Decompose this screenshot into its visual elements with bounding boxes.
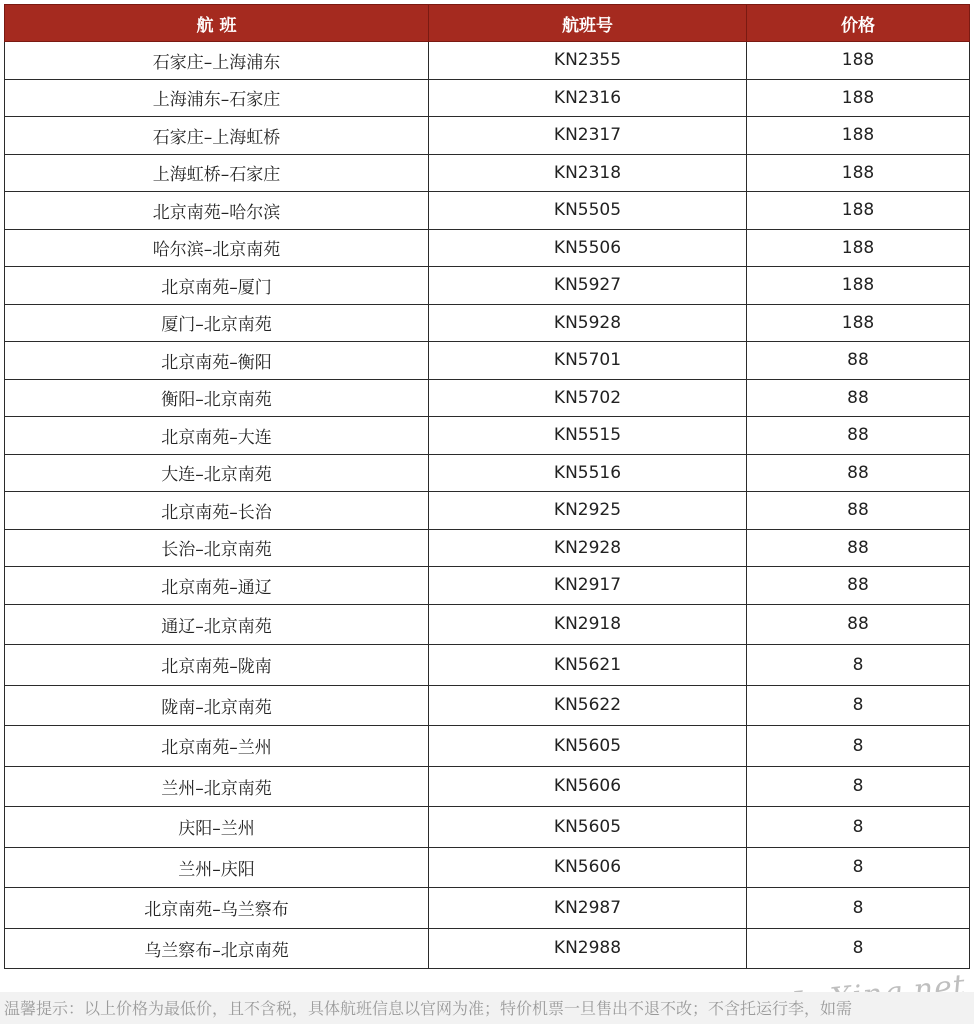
header-flight-number: 航班号: [429, 5, 747, 42]
cell-flight-number: KN5702: [429, 379, 747, 417]
table-row: [5, 529, 970, 567]
cell-flight-number: KN5606: [429, 766, 747, 807]
cell-flight-number: KN5605: [429, 807, 747, 848]
cell-route: 北京南苑–哈尔滨: [5, 192, 429, 230]
cell-flight-number: KN5928: [429, 304, 747, 342]
cell-route: 兰州–庆阳: [5, 847, 429, 888]
cell-route: 北京南苑–乌兰察布: [5, 888, 429, 929]
cell-price: 8: [747, 726, 970, 767]
table-row: [5, 766, 970, 807]
cell-flight-number: KN2928: [429, 529, 747, 567]
cell-route: 长治–北京南苑: [5, 529, 429, 567]
table-row: [5, 567, 970, 605]
table-row: [5, 454, 970, 492]
cell-price: 88: [747, 492, 970, 530]
table-row: [5, 888, 970, 929]
cell-route: 哈尔滨–北京南苑: [5, 229, 429, 267]
cell-flight-number: KN2317: [429, 117, 747, 155]
cell-flight-number: KN2925: [429, 492, 747, 530]
table-row: [5, 492, 970, 530]
cell-flight-number: KN5622: [429, 685, 747, 726]
cell-price: 88: [747, 604, 970, 645]
header-price: 价格: [747, 5, 970, 42]
cell-route: 北京南苑–陇南: [5, 645, 429, 686]
table-row: [5, 685, 970, 726]
cell-price: 188: [747, 267, 970, 305]
cell-route: 北京南苑–通辽: [5, 567, 429, 605]
cell-price: 188: [747, 42, 970, 80]
cell-price: 8: [747, 847, 970, 888]
cell-flight-number: KN2318: [429, 154, 747, 192]
cell-route: 厦门–北京南苑: [5, 304, 429, 342]
table-row: [5, 154, 970, 192]
table-body: [5, 42, 970, 969]
cell-price: 188: [747, 304, 970, 342]
cell-price: 88: [747, 379, 970, 417]
cell-route: 乌兰察布–北京南苑: [5, 928, 429, 969]
cell-price: 88: [747, 529, 970, 567]
cell-flight-number: KN2988: [429, 928, 747, 969]
cell-route: 衡阳–北京南苑: [5, 379, 429, 417]
cell-price: 88: [747, 417, 970, 455]
cell-flight-number: KN5515: [429, 417, 747, 455]
cell-flight-number: KN5701: [429, 342, 747, 380]
cell-flight-number: KN2917: [429, 567, 747, 605]
cell-route: 上海虹桥–石家庄: [5, 154, 429, 192]
cell-flight-number: KN5505: [429, 192, 747, 230]
cell-flight-number: KN5516: [429, 454, 747, 492]
cell-route: 北京南苑–兰州: [5, 726, 429, 767]
cell-route: 陇南–北京南苑: [5, 685, 429, 726]
table-row: [5, 847, 970, 888]
flight-price-table: [4, 4, 970, 969]
table-row: [5, 342, 970, 380]
cell-route: 石家庄–上海浦东: [5, 42, 429, 80]
cell-route: 北京南苑–长治: [5, 492, 429, 530]
cell-price: 8: [747, 888, 970, 929]
table-row: [5, 117, 970, 155]
cell-price: 188: [747, 154, 970, 192]
table-row: [5, 604, 970, 645]
table-row: [5, 726, 970, 767]
footer-note: 温馨提示：以上价格为最低价，且不含税，具体航班信息以官网为准；特价机票一旦售出不退不改；不含托运行李，如需: [4, 999, 853, 1018]
cell-price: 8: [747, 766, 970, 807]
cell-flight-number: KN2355: [429, 42, 747, 80]
table-row: [5, 267, 970, 305]
cell-flight-number: KN5605: [429, 726, 747, 767]
cell-route: 北京南苑–厦门: [5, 267, 429, 305]
table-row: [5, 42, 970, 80]
cell-route: 兰州–北京南苑: [5, 766, 429, 807]
footer-notice: [0, 992, 974, 1024]
cell-price: 8: [747, 685, 970, 726]
cell-route: 北京南苑–衡阳: [5, 342, 429, 380]
table-row: [5, 229, 970, 267]
cell-price: 188: [747, 229, 970, 267]
cell-flight-number: KN5621: [429, 645, 747, 686]
cell-flight-number: KN2987: [429, 888, 747, 929]
cell-price: 8: [747, 928, 970, 969]
table-row: [5, 807, 970, 848]
cell-flight-number: KN5506: [429, 229, 747, 267]
cell-flight-number: KN5927: [429, 267, 747, 305]
cell-price: 8: [747, 807, 970, 848]
table-row: [5, 79, 970, 117]
header-route: 航 班: [5, 5, 429, 42]
table-row: [5, 379, 970, 417]
table-row: [5, 304, 970, 342]
cell-price: 88: [747, 567, 970, 605]
table-header-row: [5, 5, 970, 42]
cell-price: 188: [747, 117, 970, 155]
cell-route: 通辽–北京南苑: [5, 604, 429, 645]
cell-flight-number: KN2918: [429, 604, 747, 645]
cell-price: 88: [747, 342, 970, 380]
table-row: [5, 417, 970, 455]
cell-price: 188: [747, 79, 970, 117]
table-row: [5, 645, 970, 686]
cell-price: 88: [747, 454, 970, 492]
cell-flight-number: KN2316: [429, 79, 747, 117]
cell-route: 庆阳–兰州: [5, 807, 429, 848]
cell-price: 8: [747, 645, 970, 686]
cell-route: 北京南苑–大连: [5, 417, 429, 455]
table-row: [5, 192, 970, 230]
cell-route: 上海浦东–石家庄: [5, 79, 429, 117]
table-row: [5, 928, 970, 969]
cell-route: 石家庄–上海虹桥: [5, 117, 429, 155]
cell-route: 大连–北京南苑: [5, 454, 429, 492]
cell-flight-number: KN5606: [429, 847, 747, 888]
cell-price: 188: [747, 192, 970, 230]
